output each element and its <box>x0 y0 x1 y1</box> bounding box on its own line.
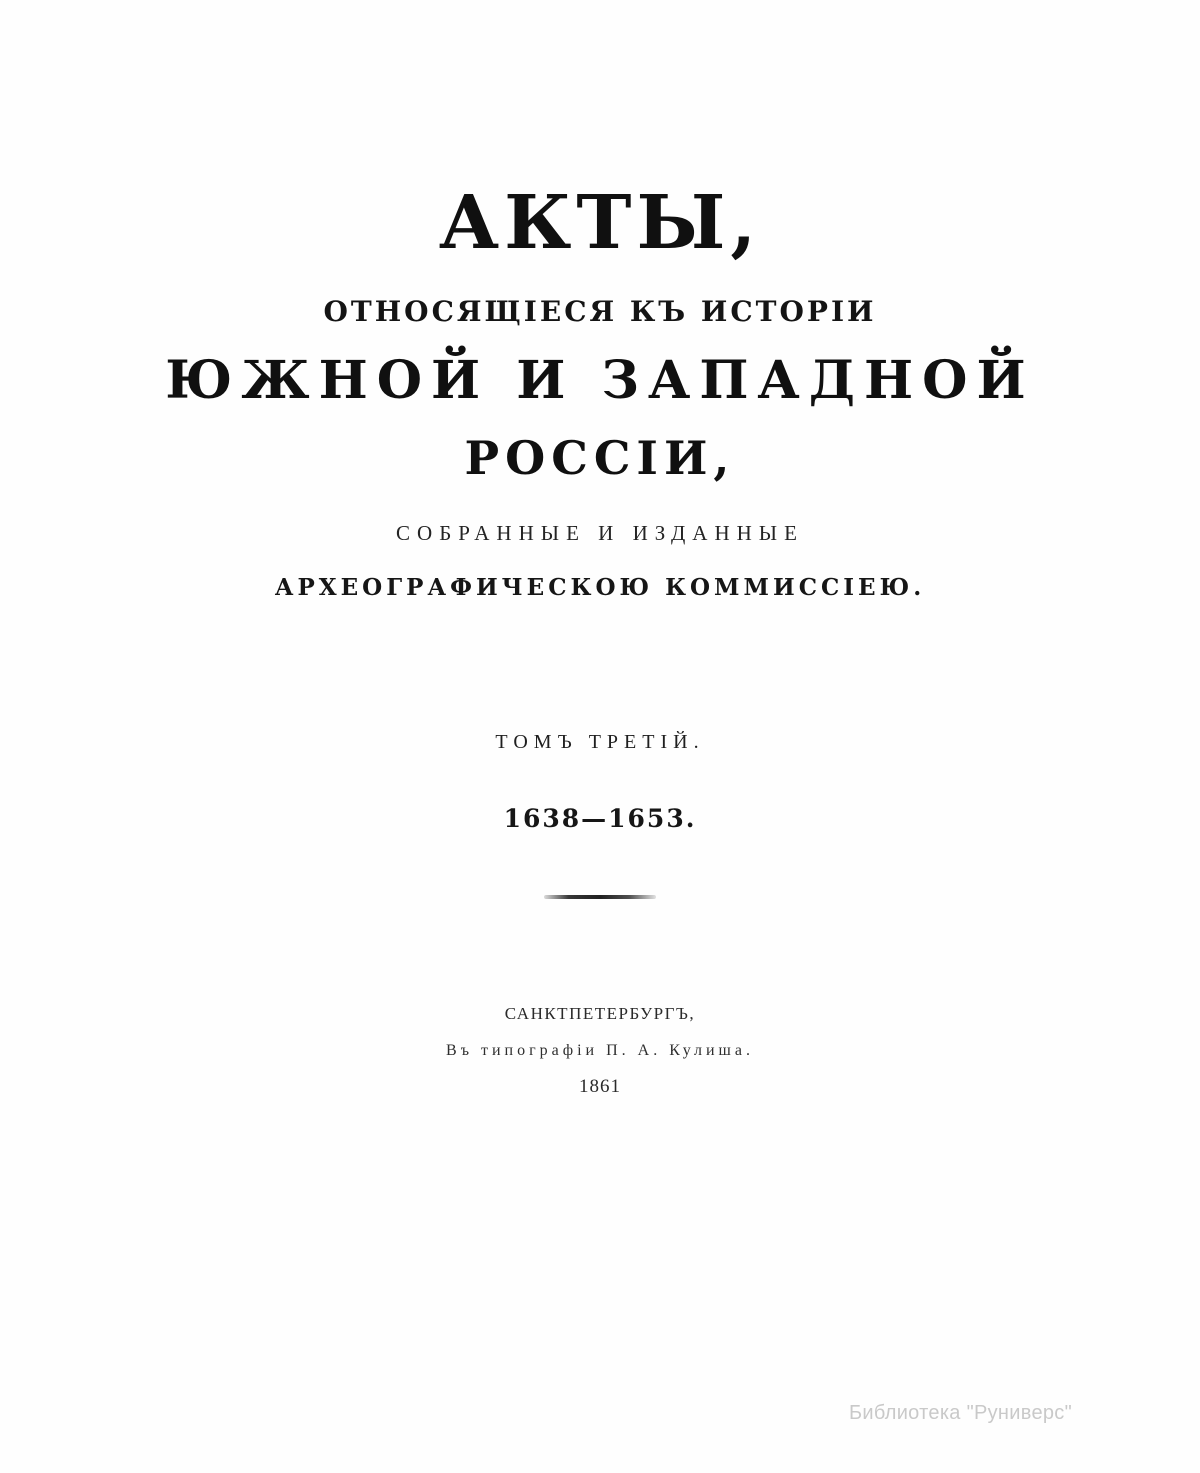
subtitle-collected-and-published: СОБРАННЫЕ И ИЗДАННЫЕ <box>396 520 804 545</box>
title-line-south-and-west: ЮЖНОЙ И ЗАПАДНОЙ <box>165 349 1035 411</box>
imprint-printer: Въ типографіи П. А. Кулиша. <box>446 1041 754 1059</box>
ornamental-rule <box>0 895 1200 899</box>
page-title: АКТЫ, <box>438 180 762 266</box>
library-watermark: Библиотека "Руниверс" <box>848 1402 1072 1424</box>
rule-line <box>544 895 656 899</box>
title-line-russia: РОССІИ, <box>464 430 736 485</box>
imprint-city: САНКТПЕТЕРБУРГЪ, <box>504 1003 696 1023</box>
subtitle-archeographic-commission: АРХЕОГРАФИЧЕСКОЮ КОММИССІЕЮ. <box>274 573 926 601</box>
imprint-year: 1861 <box>579 1075 621 1097</box>
years-range: 1638—1653. <box>503 803 697 833</box>
subtitle-relating-to-history: ОТНОСЯЩІЕСЯ КЪ ИСТОРІИ <box>323 294 877 328</box>
volume-label: ТОМЪ ТРЕТІЙ. <box>495 730 705 753</box>
